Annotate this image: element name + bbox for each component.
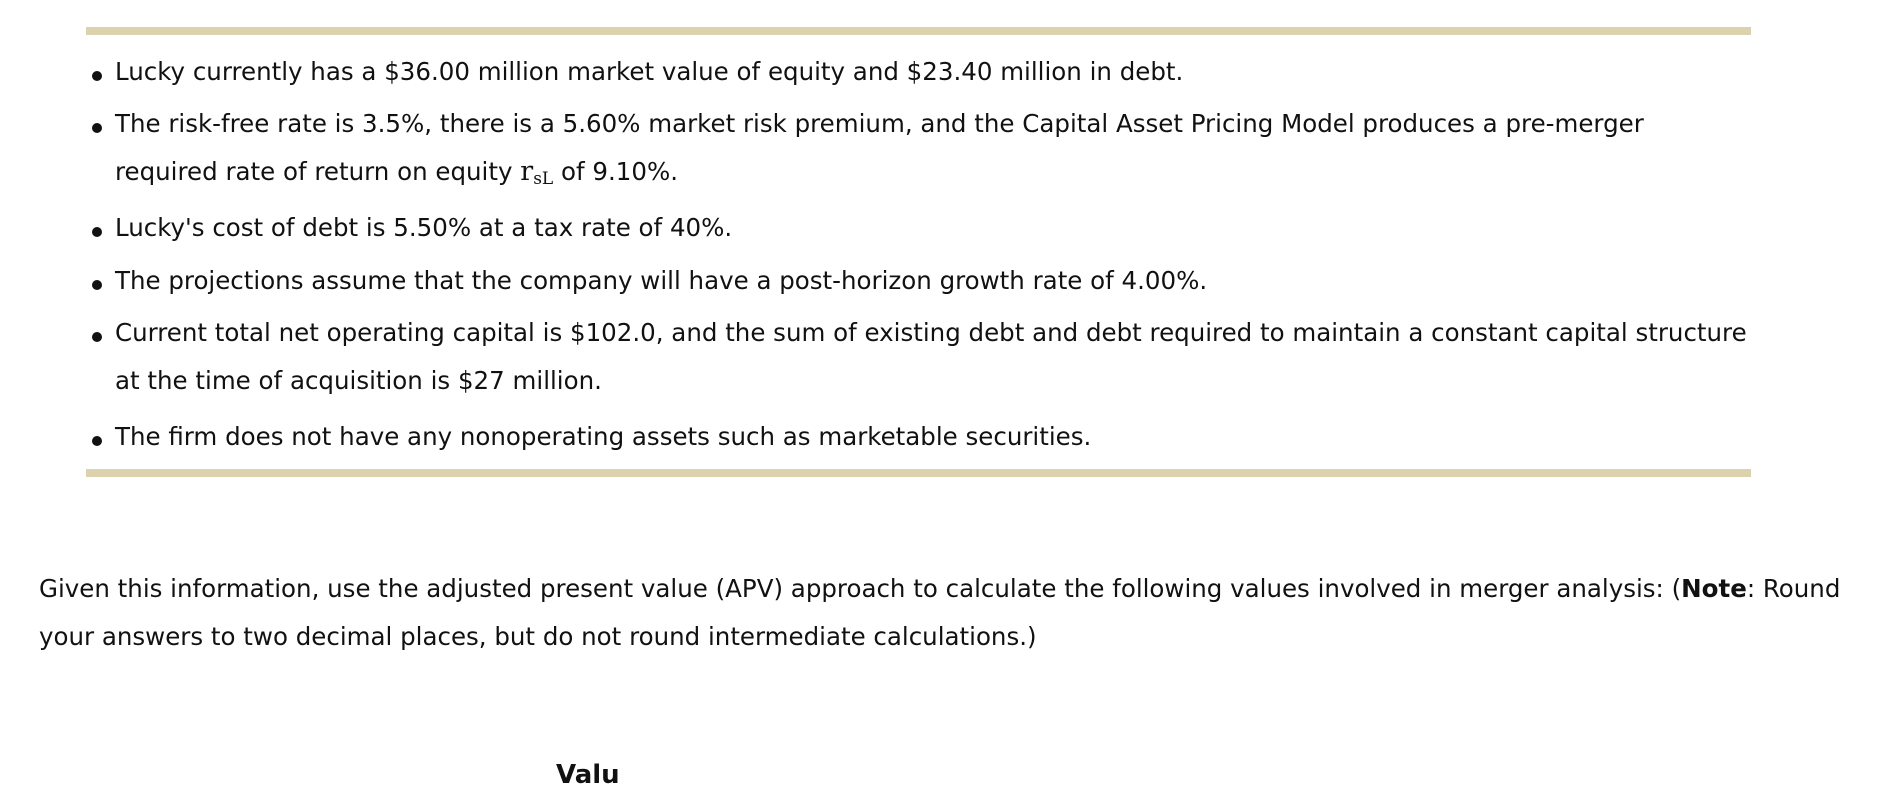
instructions-text: : Round: [1746, 574, 1841, 603]
bullet-icon: [92, 123, 102, 133]
top-divider: [86, 27, 1751, 35]
instructions-line-2: your answers to two decimal places, but do not round intermediate calculations.): [39, 622, 1037, 651]
note-label: Note: [1681, 574, 1747, 603]
list-item-text-line2: at the time of acquisition is $27 million.: [115, 366, 602, 395]
list-item-text: Lucky currently has a $36.00 million market value of equity and $23.40 million in debt.: [115, 57, 1184, 86]
required-return-symbol: [520, 156, 553, 187]
list-item-text: of 9.10%.: [553, 157, 679, 186]
instructions-text: Given this information, use the adjusted present value (APV) approach to calculate the following values involved in merger analysis: (: [39, 574, 1682, 603]
symbol-subscript: sL: [533, 169, 554, 189]
assumptions-panel: [86, 27, 1751, 477]
table-header-label: Valu: [556, 760, 620, 790]
list-item-text: The firm does not have any nonoperating assets such as marketable securities.: [115, 422, 1092, 451]
list-item-text: The risk-free rate is 3.5%, there is a 5.60% market risk premium, and the Capital Asset Pricing Model produces a pre-merger: [115, 109, 1644, 138]
bottom-divider: [86, 469, 1751, 477]
instructions-line-1: [39, 574, 1840, 604]
symbol-r: r: [520, 156, 534, 187]
list-item-text-line2: [115, 157, 678, 194]
bullet-icon: [92, 280, 102, 290]
list-item-text: The projections assume that the company will have a post-horizon growth rate of 4.00%.: [115, 266, 1208, 295]
bullet-icon: [92, 436, 102, 446]
bullet-icon: [92, 71, 102, 81]
list-item-text: Lucky's cost of debt is 5.50% at a tax rate of 40%.: [115, 213, 733, 242]
bullet-icon: [92, 332, 102, 342]
table-header-partial: [556, 760, 620, 790]
bullet-icon: [92, 227, 102, 237]
list-item-text: required rate of return on equity: [115, 157, 521, 186]
list-item-text: Current total net operating capital is $102.0, and the sum of existing debt and debt required to maintain a constant capital structure: [115, 318, 1747, 347]
